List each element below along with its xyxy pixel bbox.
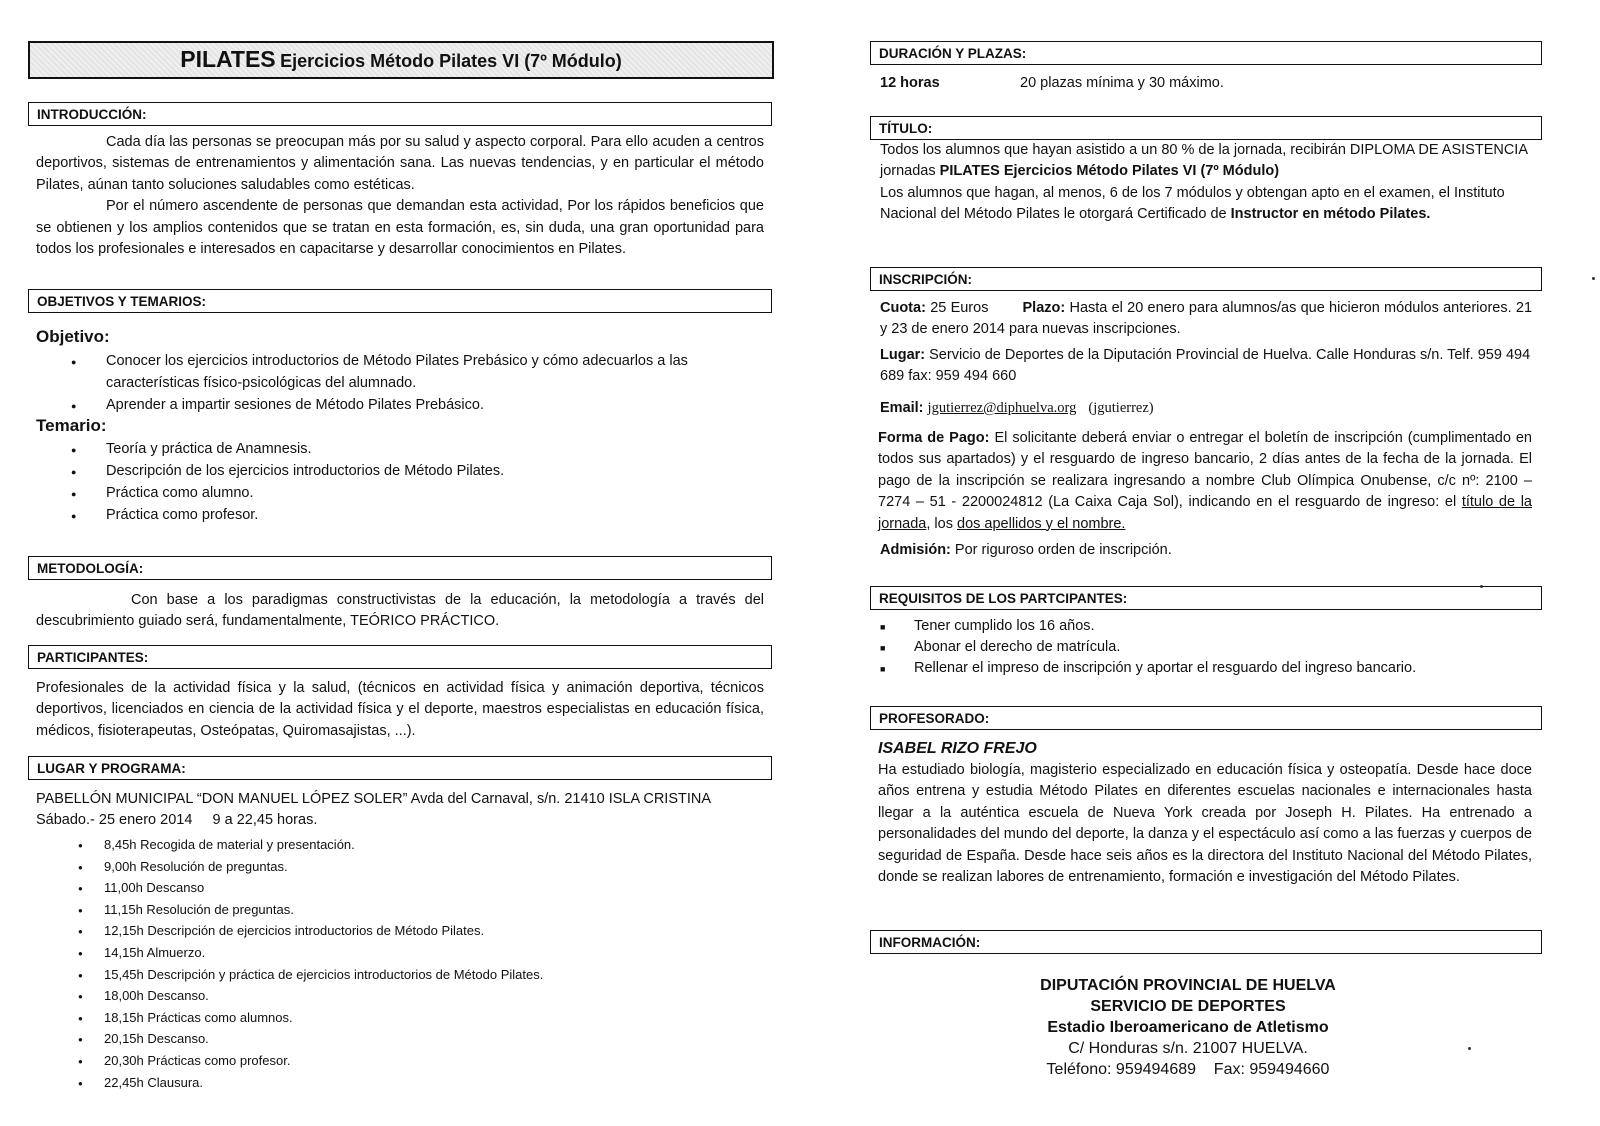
list-item: ● 11,00h Descanso (36, 877, 756, 899)
plazo-value: Hasta el 20 enero para alumnos/as que hicieron módulos anteriores. 21 y 23 de enero 2014 para nuevas inscripciones. (880, 300, 1533, 338)
list-item: ● 18,00h Descanso. (36, 985, 756, 1007)
info-line2: SERVICIO DE DEPORTES (1090, 998, 1286, 1015)
heading-inscripcion: INSCRIPCIÓN: (870, 267, 1542, 291)
programa-list (36, 834, 756, 1093)
admision-value: Por riguroso orden de inscripción. (954, 542, 1172, 558)
heading-titulo: TÍTULO: (870, 116, 1542, 140)
scan-speck (1468, 1047, 1471, 1050)
profesor-name: ISABEL RIZO FREJO (878, 740, 1037, 757)
pago-mid: , los (926, 515, 957, 532)
email-label: Email: (880, 400, 924, 416)
introduccion-text (36, 132, 764, 260)
heading-informacion: INFORMACIÓN: (870, 930, 1542, 954)
heading-requisitos: REQUISITOS DE LOS PARTCIPANTES: (870, 586, 1542, 610)
objetivo-label: Objetivo: (36, 327, 110, 346)
list-item: ● 14,15h Almuerzo. (36, 942, 756, 964)
list-item: ■ Tener cumplido los 16 años. (878, 616, 1530, 637)
titulo-t1b: PILATES Ejercicios Método Pilates VI (7º Módulo) (939, 163, 1280, 180)
list-item: ● 8,45h Recogida de material y presentación. (36, 834, 756, 856)
titulo-t2b: Instructor en método Pilates. (1230, 206, 1431, 223)
inscripcion-cuota (880, 298, 1532, 341)
heading-metodologia: METODOLOGÍA: (28, 556, 772, 580)
lugar-line2: Sábado.- 25 enero 2014 9 a 22,45 horas. (36, 812, 318, 828)
requisitos-list (878, 616, 1530, 679)
pago-label: Forma de Pago: (878, 430, 990, 446)
scan-speck (1592, 277, 1595, 280)
titulo-p2 (880, 183, 1532, 226)
temario-label: Temario: (36, 416, 107, 435)
email-note: (jgutierrez) (1088, 400, 1154, 416)
temario-list (34, 438, 764, 526)
list-item: ● Conocer los ejercicios introductorios de Método Pilates Prebásico y cómo adecuarlos a las características físico-psicológicas del alumnado. (34, 350, 764, 394)
metodologia-p: Con base a los paradigmas constructivistas de la educación, la metodología a través del descubrimiento guiado será, fundamentalmente, TEÓRICO PRÁCTICO. (36, 592, 764, 630)
cuota-label: Cuota: (880, 300, 926, 316)
title-sub: Ejercicios Método Pilates VI (7º Módulo) (280, 51, 622, 71)
titulo-p1 (880, 140, 1532, 183)
heading-lugar: LUGAR Y PROGRAMA: (28, 756, 772, 780)
introduccion-p2: Por el número ascendente de personas que demandan esta actividad, Por los rápidos beneficios que se obtienen y los amplios contenidos que se tratan en esta formación, es, sin duda, una gran oportunidad para todos los profesionales e interesados en capacitarse y desarrollar conocimientos en Pilates. (36, 198, 764, 258)
informacion-contact (978, 975, 1398, 1080)
info-line4: C/ Honduras s/n. 21007 HUELVA. (1068, 1040, 1308, 1057)
metodologia-text (36, 590, 764, 633)
inscripcion-email (880, 398, 1532, 419)
objetivo-list (34, 350, 764, 416)
heading-duracion: DURACIÓN Y PLAZAS: (870, 41, 1542, 65)
heading-participantes: PARTICIPANTES: (28, 645, 772, 669)
list-item: ● 18,15h Prácticas como alumnos. (36, 1007, 756, 1029)
list-item: ● 22,45h Clausura. (36, 1072, 756, 1094)
introduccion-p1: Cada día las personas se preocupan más por su salud y aspecto corporal. Para ello acuden a centros deportivos, sistemas de entrenamientos y alimentación sana. Las nuevas tendencias, y en particular el método Pilates, aúnan tanto soluciones saludables como estéticas. (36, 134, 764, 193)
list-item: ● Teoría y práctica de Anamnesis. (34, 438, 764, 460)
titulo-t1: Todos los alumnos que hayan asistido a un 80 % de la jornada, recibirán DIPLOMA DE ASISTENCIA jornadas (880, 142, 1528, 180)
pago-text: El solicitante deberá enviar o entregar el boletín de inscripción (cumplimentado en todos sus apartados) y el resguardo de ingreso bancario, 2 días antes de la fecha de la jornada. El pago de la inscripción se realizara ingresando a nombre Club Olímpica Onubense, c/c nº: 2100 – 7274 – 51 - 2200024812 (La Caixa Caja Sol), indicando en el resguardo de ingreso: el (878, 430, 1532, 511)
info-line5: Teléfono: 959494689 Fax: 959494660 (1046, 1061, 1330, 1078)
heading-profesorado: PROFESORADO: (870, 706, 1542, 730)
inscripcion-admision (880, 540, 1532, 561)
heading-objetivos: OBJETIVOS Y TEMARIOS: (28, 289, 772, 313)
profesor-bio: Ha estudiado biología, magisterio especializado en educación física y osteopatía. Desde hace doce años entrena y estudia Método Pilates en diferentes escuelas nacionales e internacionales hasta llegar a la auténtica escuela de Nueva York creada por Joseph H. Pilates. Ha entrenado a personalidades del mundo del deporte, la danza y el espectáculo así como a las fuerzas y cuerpos de seguridad de España. Desde hace seis años es la directora del Instituto Nacional del Método Pilates, donde se realizan labores de entrenamiento, formación e investigación del Método Pilates. (878, 762, 1532, 886)
pago-u2: dos apellidos y el nombre. (957, 515, 1126, 532)
plazo-label: Plazo: (1022, 300, 1066, 316)
scan-speck (1480, 585, 1483, 588)
participantes-text: Profesionales de la actividad física y la salud, (técnicos en actividad física y animación deportiva, técnicos deportivos, licenciados en ciencia de la actividad física y el deporte, maestros especialistas en educación física, médicos, fisioterapeutas, Osteópatas, Quiromasajistas, ...). (36, 680, 764, 739)
list-item: ● Práctica como profesor. (34, 504, 764, 526)
titulo-text (880, 140, 1532, 226)
list-item: ● 12,15h Descripción de ejercicios introductorios de Método Pilates. (36, 920, 756, 942)
admision-label: Admisión: (880, 542, 951, 558)
document-title (28, 41, 774, 79)
list-item: ● 20,15h Descanso. (36, 1028, 756, 1050)
heading-introduccion: INTRODUCCIÓN: (28, 102, 772, 126)
lugar-line1: PABELLÓN MUNICIPAL “DON MANUEL LÓPEZ SOLER” Avda del Carnaval, s/n. 21410 ISLA CRISTINA (36, 791, 712, 807)
list-item: ● Práctica como alumno. (34, 482, 764, 504)
info-line1: DIPUTACIÓN PROVINCIAL DE HUELVA (1040, 977, 1336, 994)
info-line3: Estadio Iberoamericano de Atletismo (1047, 1019, 1329, 1036)
pago-u1: título de la jornada (878, 494, 1532, 532)
duracion-plazas: 20 plazas mínima y 30 máximo. (1020, 75, 1224, 91)
list-item: ● Descripción de los ejercicios introductorios de Método Pilates. (34, 460, 764, 482)
list-item: ● 15,45h Descripción y práctica de ejercicios introductorios de Método Pilates. (36, 964, 756, 986)
list-item: ● 11,15h Resolución de preguntas. (36, 899, 756, 921)
email-link[interactable]: jgutierrez@diphuelva.org (927, 400, 1077, 416)
cuota-value: 25 Euros (930, 300, 989, 316)
titulo-t2: Los alumnos que hagan, al menos, 6 de los 7 módulos y obtengan apto en el examen, el Instituto Nacional del Método Pilates le otorgará Certificado de (880, 184, 1505, 223)
list-item: ● Aprender a impartir sesiones de Método Pilates Prebásico. (34, 394, 764, 416)
inscripcion-lugar (880, 345, 1532, 388)
inscripcion-pago (878, 428, 1532, 535)
lugar-value: Servicio de Deportes de la Diputación Provincial de Huelva. Calle Honduras s/n. Telf. 959 494 689 fax: 959 494 660 (880, 347, 1531, 385)
duracion-horas: 12 horas (880, 75, 940, 91)
list-item: ● 20,30h Prácticas como profesor. (36, 1050, 756, 1072)
list-item: ● 9,00h Resolución de preguntas. (36, 856, 756, 878)
list-item: ■ Rellenar el impreso de inscripción y aportar el resguardo del ingreso bancario. (878, 658, 1530, 679)
list-item: ■ Abonar el derecho de matrícula. (878, 637, 1530, 658)
lugar-label: Lugar: (880, 347, 926, 363)
title-main: PILATES (180, 46, 276, 72)
